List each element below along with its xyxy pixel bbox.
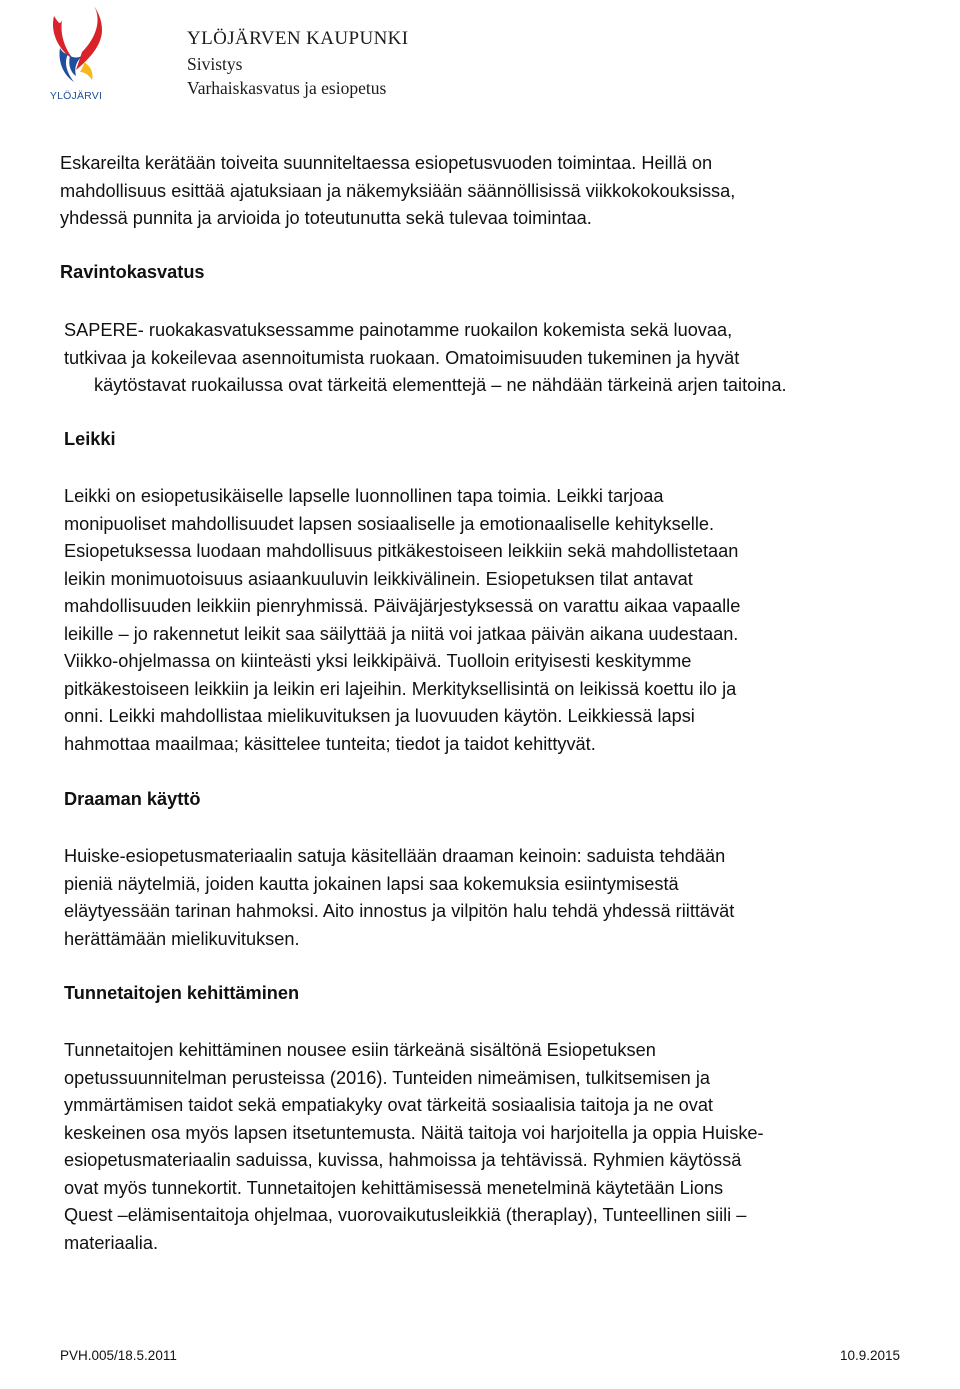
heading-draaman-kaytto: Draaman käyttö	[64, 789, 201, 809]
text-line: pitkäkestoiseen leikkiin ja leikin eri lajeihin. Merkityksellisintä on leikissä koettu ilo ja	[64, 678, 737, 699]
logo-text: YLÖJÄRVI	[49, 90, 103, 102]
text-line: Tunnetaitojen kehittäminen nousee esiin tärkeänä sisältönä Esiopetuksen	[64, 1040, 656, 1060]
page-header	[0, 0, 960, 120]
organization-name: YLÖJÄRVEN KAUPUNKI	[187, 28, 409, 49]
text-line: yhdessä punnita ja arvioida jo toteutunutta sekä tulevaa toimintaa.	[60, 208, 592, 228]
text-line: pieniä näytelmiä, joiden kautta jokainen lapsi saa kokemuksia esiintymisestä	[64, 873, 679, 894]
ravinto-paragraph	[64, 317, 787, 400]
city-logo	[40, 2, 112, 106]
text-line: mahdollisuus esittää ajatuksiaan ja näkemyksiään säännöllisissä viikkokokouksissa,	[60, 180, 736, 201]
text-line: Esiopetuksessa luodaan mahdollisuus pitkäkestoiseen leikkiin sekä mahdollistetaan	[64, 541, 739, 561]
leikki-paragraph	[64, 483, 740, 758]
text-line: keskeinen osa myös lapsen itsetuntemusta. Näitä taitoja voi harjoitella ja oppia Huiske-	[64, 1122, 764, 1143]
text-line: materiaalia.	[64, 1232, 159, 1253]
intro-paragraph	[60, 150, 735, 233]
text-line: Viikko-ohjelmassa on kiinteästi yksi leikkipäivä. Tuolloin erityisesti keskitymme	[64, 651, 692, 671]
text-line: tutkivaa ja kokeilevaa asennoitumista ruokaan. Omatoimisuuden tukeminen ja hyvät	[64, 347, 740, 368]
text-line: Leikki on esiopetusikäiselle lapselle luonnollinen tapa toimia. Leikki tarjoaa	[64, 486, 664, 506]
draama-paragraph	[64, 843, 734, 953]
unit-name: Varhaiskasvatus ja esiopetus	[187, 78, 387, 98]
text-line: monipuoliset mahdollisuudet lapsen sosiaaliselle ja emotionaaliselle kehitykselle.	[64, 513, 715, 534]
flame-logo-icon	[40, 2, 112, 92]
tunne-paragraph	[64, 1037, 764, 1257]
organization-block	[187, 27, 409, 101]
text-line: onni. Leikki mahdollistaa mielikuvituksen ja luovuuden käytön. Leikkiessä lapsi	[64, 706, 695, 726]
text-line: mahdollisuuden leikkiin pienryhmissä. Päiväjärjestyksessä on varattu aikaa vapaalle	[64, 596, 741, 616]
heading-ravintokasvatus: Ravintokasvatus	[60, 262, 205, 282]
text-line: ovat myös tunnekortit. Tunnetaitojen kehittämisessä menetelminä käytetään Lions	[64, 1177, 724, 1198]
text-line: opetussuunnitelman perusteissa (2016). Tunteiden nimeämisen, tulkitsemisen ja	[64, 1067, 711, 1088]
text-line: Eskareilta kerätään toiveita suunniteltaessa esiopetusvuoden toimintaa. Heillä on	[60, 153, 713, 173]
text-line: Quest –elämisentaitoja ohjelmaa, vuorovaikutusleikkiä (theraplay), Tunteellinen siili –	[64, 1205, 747, 1225]
text-line: esiopetusmateriaalin saduissa, kuvissa, hahmoissa ja tehtävissä. Ryhmien käytössä	[64, 1150, 742, 1170]
text-line: hahmottaa maailmaa; käsittelee tunteita; tiedot ja taidot kehittyvät.	[64, 733, 596, 754]
text-line: ymmärtämisen taidot sekä empatiakyky ovat tärkeitä sosiaalisia taitoja ja ne ovat	[64, 1095, 713, 1115]
text-line: SAPERE- ruokakasvatuksessamme painotamme ruokailon kokemista sekä luovaa,	[64, 320, 733, 340]
footer-document-id: PVH.005/18.5.2011	[60, 1348, 177, 1363]
footer-date: 10.9.2015	[839, 1348, 900, 1363]
text-line: eläytyessään tarinan hahmoksi. Aito innostus ja vilpitön halu tehdä yhdessä riittävät	[64, 901, 735, 921]
text-line: leikin monimuotoisuus asiaankuuluvin leikkivälinein. Esiopetuksen tilat antavat	[64, 568, 693, 589]
text-line: Huiske-esiopetusmateriaalin satuja käsitellään draaman keinoin: saduista tehdään	[64, 846, 726, 866]
department-name: Sivistys	[187, 53, 243, 74]
text-line: leikille – jo rakennetut leikit saa säilyttää ja niitä voi jatkaa päivän aikana uudestaan.	[64, 623, 739, 644]
heading-leikki: Leikki	[64, 429, 116, 449]
text-line: herättämään mielikuvituksen.	[64, 928, 300, 949]
text-line: käytöstavat ruokailussa ovat tärkeitä elementtejä – ne nähdään tärkeinä arjen taitoina.	[94, 375, 787, 395]
heading-tunnetaidot: Tunnetaitojen kehittäminen	[64, 983, 300, 1003]
